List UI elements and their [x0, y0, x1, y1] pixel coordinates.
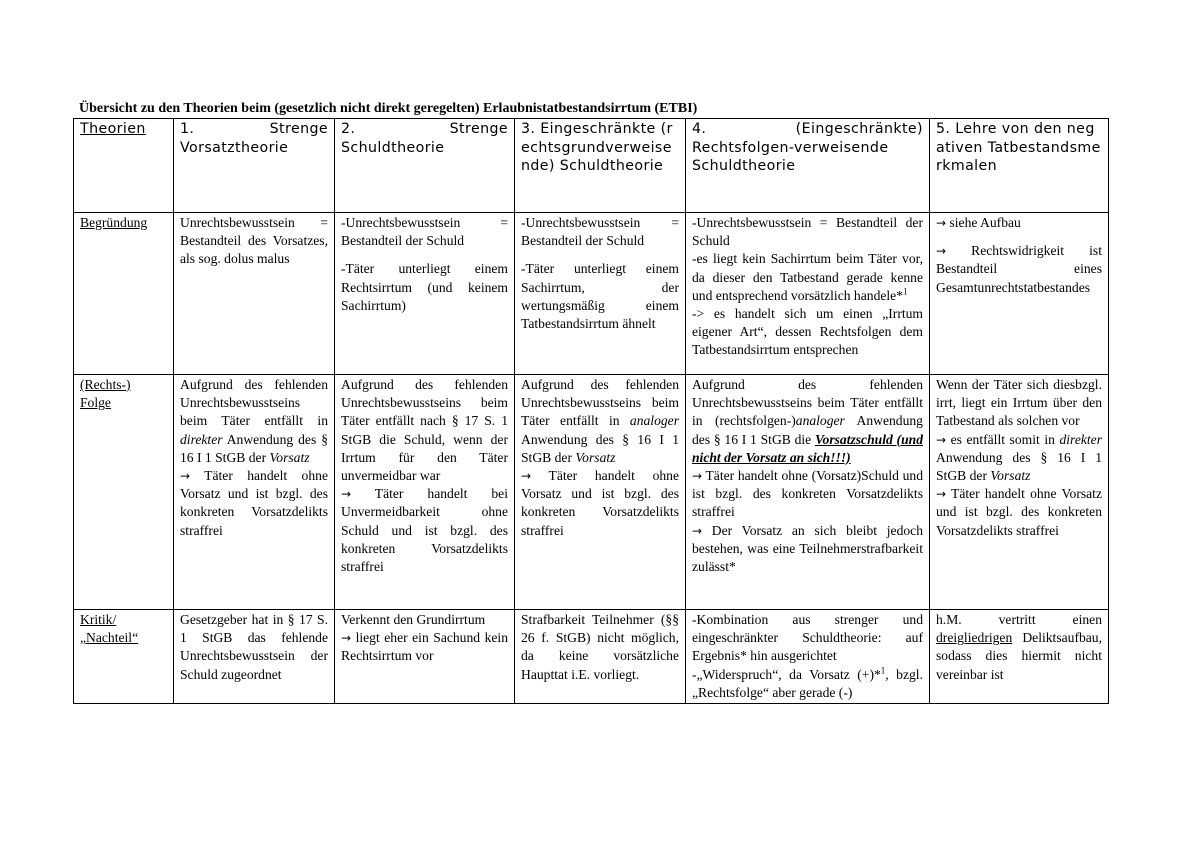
cell-text: -„Widerspruch“, da Vorsatz (+)*	[692, 666, 881, 682]
cell-text: analoger	[629, 413, 679, 429]
arrow-icon: →	[936, 432, 947, 447]
arrow-icon: →	[936, 216, 947, 230]
arrow-icon: →	[692, 469, 703, 484]
cell-text: Wenn der Täter sich diesbzgl. irrt, liegt ein Irrtum über den Tatbestand als solchen vor	[936, 377, 1102, 429]
cell-begruendung-col4	[686, 213, 930, 375]
page-title: Übersicht zu den Theorien beim (gesetzlich nicht direkt geregelten) Erlaubnistatbestandsirrtum (ETBI)	[79, 101, 698, 116]
cell-text: -Unrechtsbewusstsein = Bestandteil der Schuld	[692, 215, 923, 249]
arrow-icon: →	[341, 487, 352, 502]
header-label-cell: Theorien	[74, 119, 174, 213]
row-label-rechtsfolge-2: Folge	[80, 395, 111, 411]
cell-text: direkter	[180, 431, 223, 447]
row-label-rechtsfolge: (Rechts-)	[80, 377, 131, 392]
arrow-icon: →	[692, 523, 703, 538]
row-label-kritik: Kritik/	[80, 612, 117, 627]
arrow-icon: →	[180, 469, 191, 484]
cell-kritik-col5	[930, 610, 1109, 704]
cell-text: Deliktsaufbau, sodass dies hiermit nicht vereinbar ist	[936, 630, 1102, 682]
cell-text: -Unrechtsbewusstsein = Bestandteil der Schuld	[341, 215, 508, 249]
cell-folge-col4	[686, 375, 930, 610]
cell-text: Aufgrund des fehlenden Unrechtsbewusstseins beim Täter entfällt in	[521, 377, 679, 429]
row-label-begruendung: Begründung	[80, 215, 148, 230]
cell-begruendung-col5	[930, 213, 1109, 375]
cell-text: direkter	[1059, 431, 1102, 447]
arrow-icon: →	[936, 244, 947, 259]
row-label-cell	[74, 610, 174, 704]
table-row-begruendung	[74, 213, 1109, 375]
cell-kritik-col4	[686, 610, 930, 704]
cell-folge-col3	[515, 375, 686, 610]
cell-text: -Unrechtsbewusstsein = Bestandteil der Schuld	[521, 215, 679, 249]
table-header-row	[74, 119, 1109, 213]
cell-text: Täter handelt ohne Vorsatz und ist bzgl. des konkreten Vorsatzdelikts straffrei	[180, 468, 328, 538]
arrow-icon: →	[936, 487, 947, 502]
header-strenge-schuldtheorie: 2. Strenge Schuldtheorie	[335, 119, 515, 213]
cell-text: Täter handelt ohne Vorsatz und ist bzgl. des konkreten Vorsatzdelikts straffrei	[936, 486, 1102, 538]
cell-text: analoger	[795, 413, 845, 429]
cell-text: Vorsatz	[269, 449, 310, 465]
cell-text: Täter handelt bei Unvermeidbarkeit ohne Schuld und ist bzgl. des konkreten Vorsatzdelikts straffrei	[341, 486, 508, 575]
cell-begruendung-col1: Unrechtsbewusstsein = Bestandteil des Vorsatzes, als sog. dolus malus	[174, 213, 335, 375]
cell-text: Täter handelt ohne Vorsatz und ist bzgl. des konkreten Vorsatzdelikts straffrei	[521, 468, 679, 538]
cell-folge-col2	[335, 375, 515, 610]
row-label-cell	[74, 213, 174, 375]
cell-text: Anwendung des § 16 I 1 StGB der	[521, 431, 679, 465]
table-row-kritik	[74, 610, 1109, 704]
cell-text: , bzgl. „Rechtsfolge“ aber gerade (-)	[692, 666, 923, 700]
cell-kritik-col1: Gesetzgeber hat in § 17 S. 1 StGB das fehlende Unrechtsbewusstsein der Schuld zugeordnet	[174, 610, 335, 704]
cell-text: Vorsatzschuld (und nicht der Vorsatz an sich!!!)	[692, 431, 923, 465]
row-label-nachteil: „Nachteil“	[80, 630, 139, 646]
cell-text: -Kombination aus strenger und eingeschränkter Schuldtheorie: auf Ergebnis* hin ausgerichtet	[692, 612, 923, 664]
table-row-rechtsfolge	[74, 375, 1109, 610]
arrow-icon: →	[521, 469, 532, 484]
cell-text: Anwendung des § 16 I 1 StGB der	[936, 449, 1102, 484]
cell-text: Anwendung des § 16 I 1 StGB der	[180, 431, 328, 465]
cell-text: Aufgrund des fehlenden Unrechtsbewusstseins beim Täter entfällt in	[180, 377, 328, 429]
cell-text: Vorsatz	[990, 468, 1031, 484]
cell-text: h.M. vertritt einen	[936, 612, 1102, 627]
cell-text: Der Vorsatz an sich bleibt jedoch bestehen, was eine Teilnehmerstrafbarkeit zulässt*	[692, 522, 923, 575]
cell-text: es entfällt somit in	[950, 431, 1055, 447]
cell-text: Aufgrund des fehlenden Unrechtsbewusstseins beim Täter entfällt nach § 17 S. 1 StGB die Schuld, wenn der Irrtum für den Täter unvermeidbar war	[341, 377, 508, 484]
cell-text: Aufgrund des fehlenden Unrechtsbewusstseins beim Täter entfällt in (rechtsfolgen-)	[692, 377, 923, 429]
cell-text: Verkennt den Grundirrtum	[341, 612, 486, 627]
cell-kritik-col3: Strafbarkeit Teilnehmer (§§ 26 f. StGB) nicht möglich, da keine vorsätzliche Haupttat i.E. vorliegt.	[515, 610, 686, 704]
cell-text: Anwendung des § 16 I 1 StGB die	[692, 413, 923, 447]
cell-text: Täter handelt ohne (Vorsatz)Schuld und ist bzgl. des konkreten Vorsatzdelikts straffrei	[692, 468, 923, 520]
cell-text: siehe Aufbau	[949, 215, 1021, 230]
cell-kritik-col2	[335, 610, 515, 704]
cell-folge-col5	[930, 375, 1109, 610]
cell-text: -> es handelt sich um einen „Irrtum eigener Art“, dessen Rechtsfolgen dem Tatbestandsirrtum entsprechen	[692, 306, 923, 358]
cell-text: Rechtswidrigkeit ist Bestandteil eines Gesamtunrechtstatbestandes	[936, 243, 1102, 295]
cell-begruendung-col3	[515, 213, 686, 375]
header-rechtsfolgenverweisende-schuldtheorie: 4. (Eingeschränkte) Rechtsfolgen-verweisende Schuldtheorie	[686, 119, 930, 213]
header-lehre-negative-tatbestandsmerkmale: 5. Lehre von den negativen Tatbestandsmerkmalen	[930, 119, 1109, 213]
footnote-marker: 1	[903, 286, 908, 297]
footnote-marker: 1	[880, 665, 886, 676]
theories-table	[73, 118, 1109, 704]
cell-text: -Täter unterliegt einem Rechtsirrtum (und keinem Sachirrtum)	[341, 261, 508, 313]
cell-text: Vorsatz	[575, 449, 616, 465]
header-eingeschraenkte-schuldtheorie: 3. Eingeschränkte (rechtsgrundverweisende) Schuldtheorie	[515, 119, 686, 213]
cell-text: dreigliedrigen	[936, 630, 1013, 646]
cell-text: -Täter unterliegt einem Sachirrtum, der wertungsmäßig einem Tatbestandsirrtum ähnelt	[521, 261, 679, 332]
cell-text: liegt eher ein Sachund kein Rechtsirrtum vor	[341, 630, 508, 664]
row-label-cell	[74, 375, 174, 610]
cell-folge-col1	[174, 375, 335, 610]
arrow-icon: →	[341, 631, 352, 646]
header-strenge-vorsatztheorie: 1. Strenge Vorsatztheorie	[174, 119, 335, 213]
cell-text: -es liegt kein Sachirrtum beim Täter vor, da dieser den Tatbestand gerade kenne und entsprechend vorsätzlich handele*	[692, 251, 923, 303]
cell-begruendung-col2	[335, 213, 515, 375]
